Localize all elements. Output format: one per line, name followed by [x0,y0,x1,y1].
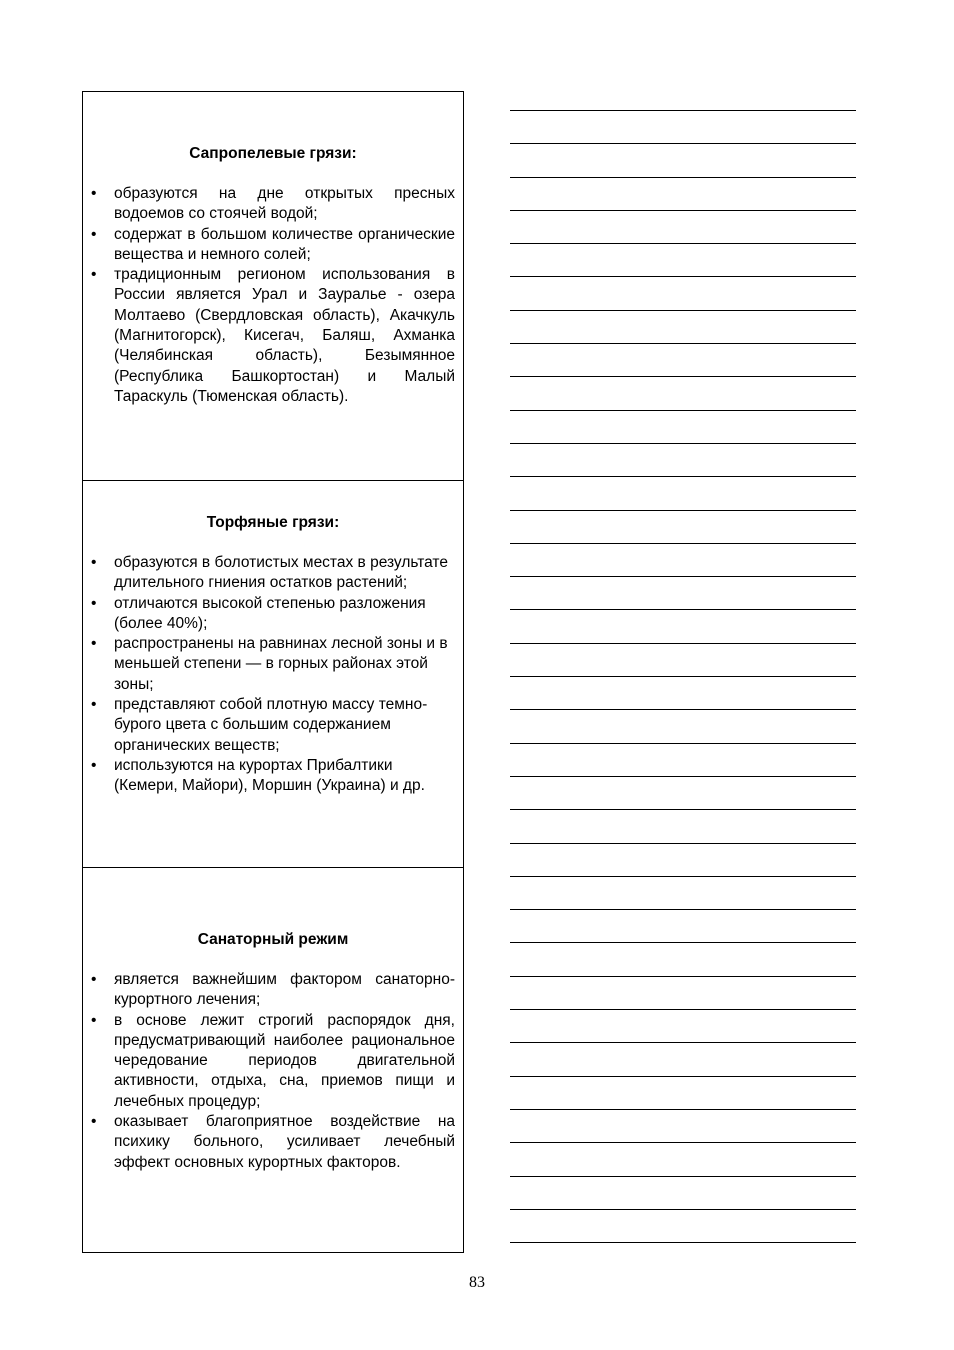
note-line [510,510,856,511]
note-line [510,376,856,377]
slide-sapropel-mud [83,92,463,480]
note-line [510,976,856,977]
list-item-text: образуются в болотистых местах в результате длительного гниения остатков растений; [114,554,448,592]
note-line [510,709,856,710]
list-item [91,225,455,266]
note-line [510,843,856,844]
list-item [91,1011,455,1112]
bullet-icon: • [91,266,97,284]
bullet-icon: • [91,185,97,202]
note-line [510,643,856,644]
list-item [91,634,455,695]
list-item [91,265,455,407]
bullet-icon: • [91,756,97,774]
note-line [510,1209,856,1210]
list-item [91,756,455,797]
note-line [510,1142,856,1143]
bullet-icon: • [91,1113,97,1131]
note-line [510,876,856,877]
list-item-text: в основе лежит строгий распорядок дня, предусматривающий наиболее рациональное чередование периодов двигательной активности, отдыха, сна, приемов пищи и лечебных процедур; [114,1011,455,1110]
list-item-text: образуются на дне открытых пресных водоемов со стоячей водой; [114,185,455,223]
bullet-list [91,970,455,1173]
bullet-icon: • [91,225,97,243]
note-line [510,743,856,744]
note-line [510,1109,856,1110]
slide-sanatorium-regime [83,867,463,1253]
note-line [510,909,856,910]
list-item-text: используются на курортах Прибалтики (Кемери, Майори), Моршин (Украина) и др. [114,756,425,795]
bullet-list [91,184,455,407]
note-line [510,942,856,943]
note-line [510,276,856,277]
list-item [91,594,455,635]
list-item [91,184,455,225]
list-item-text: распространены на равнинах лесной зоны и в меньшей степени — в горных районах этой зоны; [114,635,448,693]
bullet-icon: • [91,696,97,714]
note-line [510,1009,856,1010]
list-item-text: оказывает благоприятное воздействие на психику больного, усиливает лечебный эффект основных курортных факторов. [114,1113,455,1171]
list-item-text: представляют собой плотную массу темно-бурого цвета с большим содержанием органических веществ; [114,696,428,754]
note-line [510,110,856,111]
note-line [510,343,856,344]
page-number: 83 [469,1274,485,1291]
list-item-text: содержат в большом количестве органические вещества и немного солей; [114,225,455,263]
note-line [510,809,856,810]
bullet-icon: • [91,971,97,988]
list-item-text: является важнейшим фактором санаторно-курортного лечения; [114,971,455,1009]
note-line [510,443,856,444]
slide-title: Торфяные грязи: [206,514,340,531]
note-line [510,476,856,477]
note-line [510,776,856,777]
note-line [510,1076,856,1077]
note-line [510,410,856,411]
bullet-icon: • [91,1011,97,1029]
list-item [91,1112,455,1173]
note-line [510,1176,856,1177]
list-item-text: отличаются высокой степенью разложения (более 40%); [114,594,426,632]
note-line [510,1042,856,1043]
bullet-list [91,553,455,797]
note-line [510,210,856,211]
note-line [510,543,856,544]
bullet-icon: • [91,594,97,612]
slides-frame [82,91,464,1253]
list-item [91,695,455,756]
list-item [91,970,455,1011]
bullet-icon: • [91,635,97,653]
list-item-text: традиционным регионом использования в России является Урал и Зауралье - озера Молтаево (Свердловская область), Акачкуль (Магнитогорск), Кисегач, Баляш, Ахманка (Челябинская область), Безымянное (Республика Башкортостан) и Малый Тараскуль (Тюменская область). [114,266,455,405]
slide-title: Санаторный режим [197,931,349,948]
list-item [91,553,455,594]
note-line [510,143,856,144]
note-line [510,676,856,677]
note-line [510,310,856,311]
note-line [510,576,856,577]
bullet-icon: • [91,554,97,571]
note-line [510,1242,856,1243]
notes-ruled-lines [510,110,856,1275]
note-line [510,609,856,610]
slide-peat-mud [83,480,463,867]
slide-title: Сапропелевые грязи: [189,145,357,162]
note-line [510,243,856,244]
note-line [510,177,856,178]
